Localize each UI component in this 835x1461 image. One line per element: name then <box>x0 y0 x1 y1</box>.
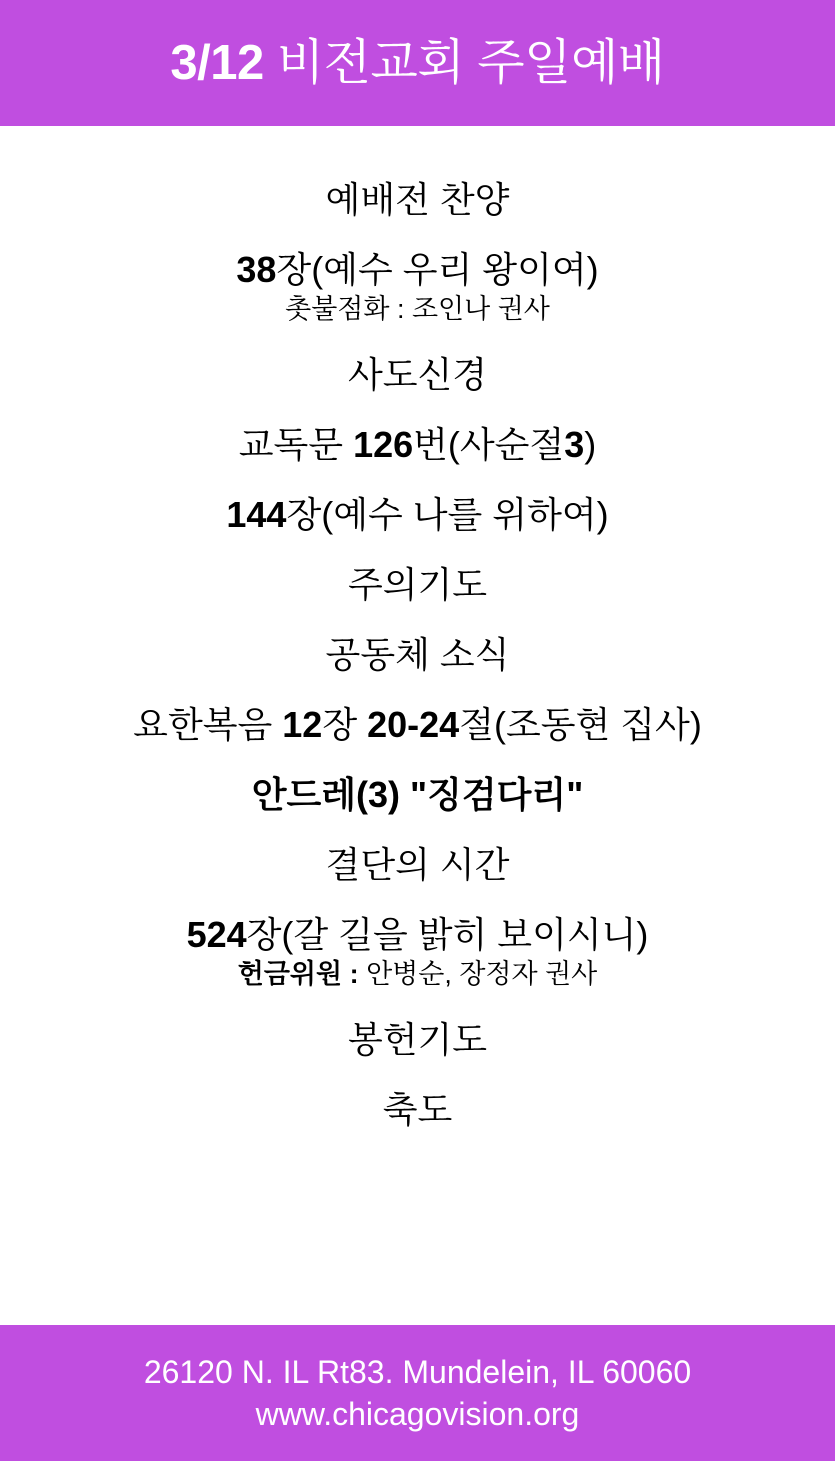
scripture-book: 요한복음 <box>133 704 283 745</box>
church-address: 26120 N. IL Rt83. Mundelein, IL 60060 <box>143 1353 692 1390</box>
program-item-offering-ushers <box>0 961 835 988</box>
scripture-chapter: 12 <box>282 704 323 745</box>
service-title: 비전교회 주일예배 <box>263 35 665 90</box>
offering-ushers-label: 헌금위원 : <box>237 959 367 989</box>
service-date: 3/12 <box>170 35 264 90</box>
offering-ushers-value: 안병순, 장정자 권사 <box>366 959 598 989</box>
responsive-reading-post: 번(사순절 <box>413 424 565 465</box>
scripture-chapter-label: 장 <box>322 704 368 745</box>
scripture-reader: 절(조동현 집사) <box>459 704 702 745</box>
hymn-38-number: 38 <box>236 249 277 290</box>
program-item-prelude: 예배전 찬양 <box>325 179 510 220</box>
program-item-creed: 사도신경 <box>347 354 488 395</box>
program-item-candle-lighting: 촛불점화 : 조인나 권사 <box>285 294 550 324</box>
program-item-announcements: 공동체 소식 <box>325 634 510 675</box>
program-item-sermon-title: 안드레(3) "징검다리" <box>251 774 584 815</box>
church-website[interactable]: www.chicagovision.org <box>255 1396 580 1432</box>
program-list <box>0 126 835 1325</box>
program-item-responsive-reading <box>0 424 835 465</box>
hymn-524-number: 524 <box>186 914 247 955</box>
scripture-verses: 20-24 <box>367 704 460 745</box>
program-item-hymn-38 <box>0 249 835 290</box>
hymn-38-title: 장(예수 우리 왕이여) <box>276 249 599 290</box>
program-item-hymn-144 <box>0 494 835 535</box>
program-item-decision-time: 결단의 시간 <box>325 844 510 885</box>
responsive-reading-end: ) <box>584 424 597 465</box>
program-item-lords-prayer: 주의기도 <box>347 564 488 605</box>
footer-banner <box>0 1325 835 1461</box>
program-item-scripture-reading <box>0 704 835 745</box>
responsive-reading-number: 126 <box>353 424 414 465</box>
hymn-144-title: 장(예수 나를 위하여) <box>286 494 609 535</box>
responsive-reading-label: 교독문 <box>238 424 354 465</box>
hymn-524-title: 장(갈 길을 밝히 보이시니) <box>246 914 649 955</box>
program-item-hymn-524 <box>0 914 835 955</box>
responsive-reading-number2: 3 <box>564 424 585 465</box>
program-item-offering-prayer: 봉헌기도 <box>347 1019 488 1060</box>
program-item-benediction: 축도 <box>382 1089 453 1130</box>
hymn-144-number: 144 <box>226 494 287 535</box>
page-title <box>170 35 665 90</box>
header-banner <box>0 0 835 126</box>
